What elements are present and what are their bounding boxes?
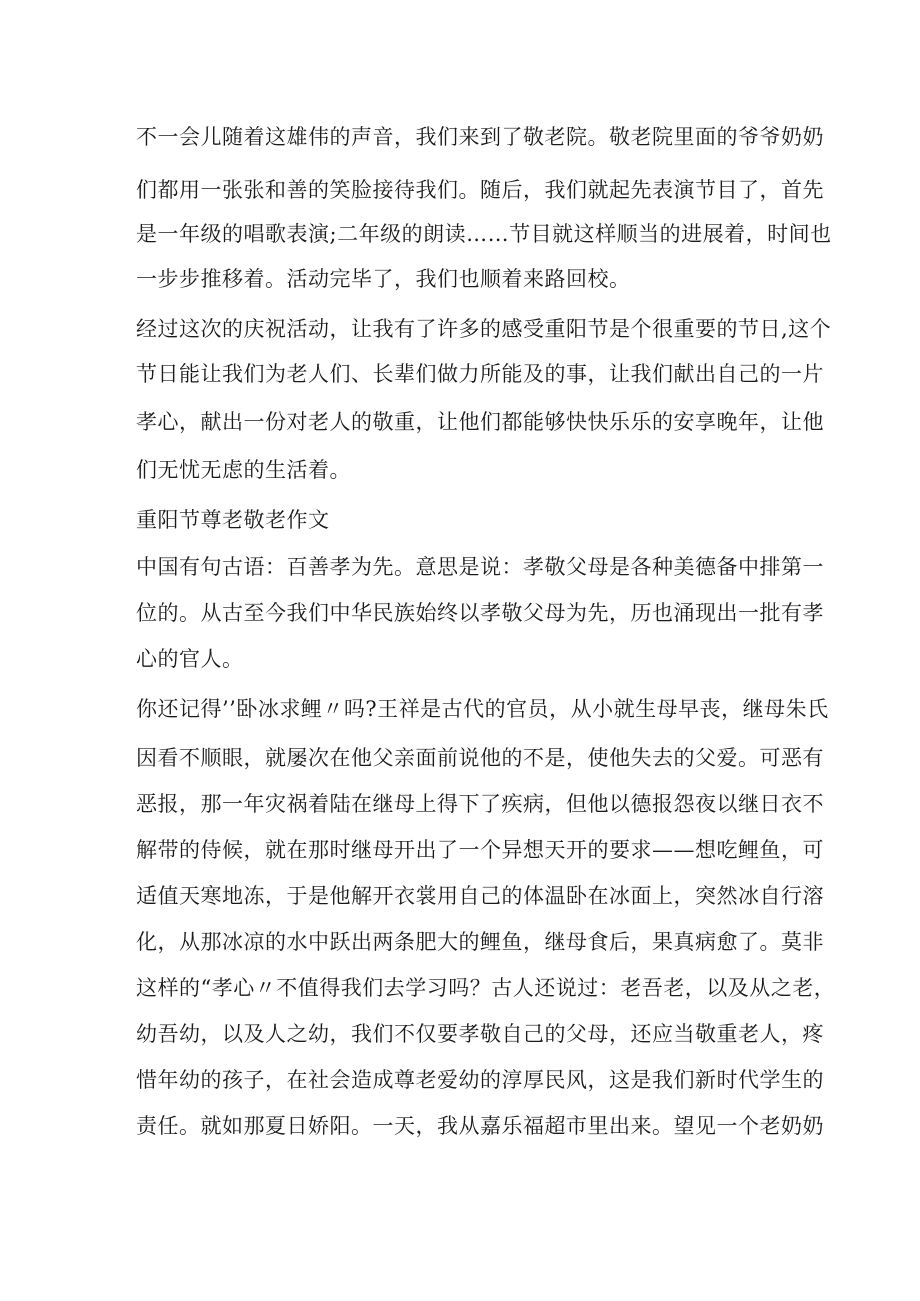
text-line: 们无忧无虑的生活着。 [136,458,351,482]
text-line: 解带的侍候，就在那时继母开出了一个异想天开的要求——想吃鲤鱼，可 [136,838,824,862]
text-line: 幼吾幼，以及人之幼，我们不仅要孝敬自己的父母，还应当敬重老人，疼 [136,1022,824,1046]
text-line: 位的。从古至今我们中华民族始终以孝敬父母为先，历也涌现出一批有孝 [136,601,824,625]
text-line: 们都用一张张和善的笑脸接待我们。随后，我们就起先表演节目了，首先 [136,178,824,202]
text-line: 因看不顺眼，就屡次在他父亲面前说他的不是，使他失去的父爱。可恶有 [136,746,824,770]
text-line: 中国有句古语：百善孝为先。意思是说：孝敬父母是各种美德备中排第一 [136,555,824,579]
text-line: 恶报，那一年灾祸着陆在继母上得下了疾病，但他以德报怨夜以继日衣不 [136,792,824,816]
text-line: 孝心，献出一份对老人的敬重，让他们都能够快快乐乐的安享晚年，让他 [136,410,824,434]
text-line: 节日能让我们为老人们、长辈们做力所能及的事，让我们献出自己的一片 [136,362,824,386]
text-line: 惜年幼的孩子，在社会造成尊老爱幼的淳厚民风，这是我们新时代学生的 [136,1068,824,1092]
text-line: 不一会儿随着这雄伟的声音，我们来到了敬老院。敬老院里面的爷爷奶奶 [136,125,824,149]
text-line: 一步步推移着。活动完毕了，我们也顺着来路回校。 [136,267,631,291]
text-line: 化，从那冰凉的水中跃出两条肥大的鲤鱼，继母食后，果真病愈了。莫非 [136,930,824,954]
text-line: 你还记得’’卧冰求鲤〃吗?王祥是古代的官员，从小就生母早丧，继母朱氏 [136,697,829,721]
text-line: 责任。就如那夏日娇阳。一天，我从嘉乐福超市里出来。望见一个老奶奶 [136,1114,824,1138]
text-line: 经过这次的庆祝活动，让我有了许多的感受重阳节是个很重要的节日,这个 [136,317,832,341]
text-line: 这样的“孝心〃不值得我们去学习吗？古人还说过：老吾老，以及从之老， [136,976,836,1000]
text-line: 是一年级的唱歌表演;二年级的朗读……节目就这样顺当的进展着，时间也 [136,222,832,246]
text-line: 心的官人。 [136,647,244,671]
section-heading: 重阳节尊老敬老作文 [136,508,330,532]
text-line: 适值天寒地冻，于是他解开衣裳用自己的体温卧在冰面上，突然冰自行溶 [136,884,824,908]
